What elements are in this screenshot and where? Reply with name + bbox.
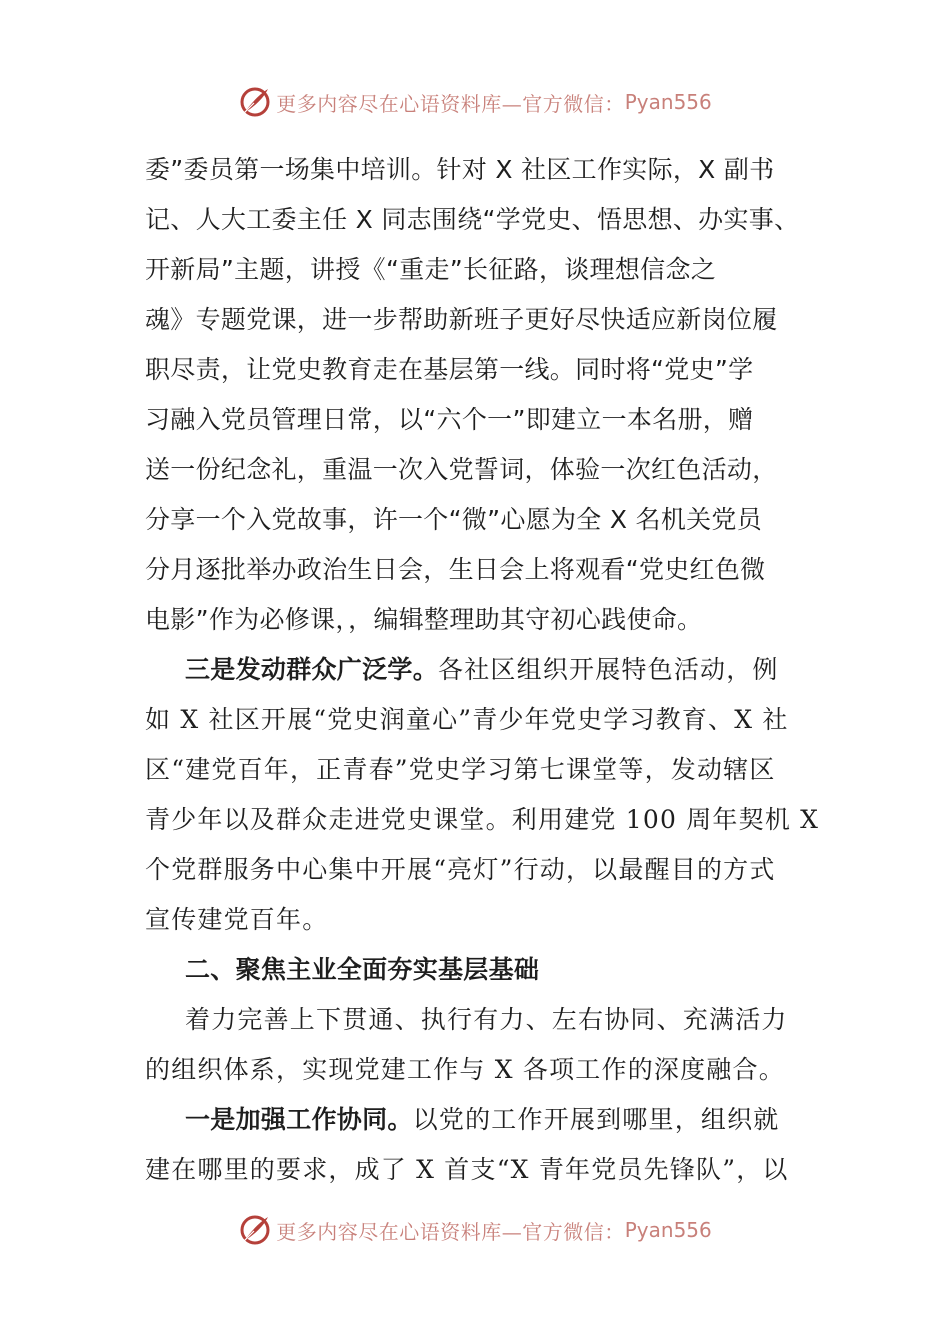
- paragraph-lead-bold: 一是加强工作协同。: [185, 1105, 413, 1134]
- paragraph-lead-line: [185, 655, 779, 685]
- watermark-brand-text: 更多内容尽在心语资料库—官方微信：: [276, 91, 625, 116]
- section-heading: 二、聚焦主业全面夯实基层基础: [185, 955, 540, 984]
- text-line: 的组织体系，实现党建工作与 X 各项工作的深度融合。: [145, 1055, 785, 1084]
- text-line: 魂》专题党课，进一步帮助新班子更好尽快适应新岗位履: [145, 305, 778, 334]
- quill-seal-icon: [238, 1213, 272, 1247]
- text-line: 青少年以及群众走进党史课堂。利用建党 100 周年契机 X: [145, 805, 820, 834]
- text-line: 个党群服务中心集中开展“亮灯”行动，以最醒目的方式: [145, 855, 776, 884]
- text-line: 着力完善上下贯通、执行有力、左右协同、充满活力: [185, 1005, 788, 1034]
- watermark-brand-text: 更多内容尽在心语资料库—官方微信：: [276, 1219, 625, 1244]
- text-line: 宣传建党百年。: [145, 905, 329, 934]
- paragraph-lead-rest: 各社区组织开展特色活动，例: [438, 655, 779, 684]
- paragraph-lead-bold: 三是发动群众广泛学。: [185, 655, 439, 684]
- text-line: 分享一个入党故事，许一个“微”心愿为全 X 名机关党员: [145, 505, 763, 534]
- paragraph-lead-rest: 以党的工作开展到哪里，组织就: [412, 1105, 780, 1134]
- text-line: 记、人大工委主任 X 同志围绕“学党史、悟思想、办实事、: [145, 205, 800, 234]
- text-line: 送一份纪念礼，重温一次入党誓词，体验一次红色活动，: [145, 455, 778, 484]
- text-line: 电影”作为必修课，，编辑整理助其守初心践使命。: [145, 605, 703, 634]
- text-line: 习融入党员管理日常，以“六个一”即建立一本名册，赠: [145, 405, 754, 434]
- watermark-wechat-id: Pyan556: [624, 90, 712, 114]
- watermark-banner-bottom: [0, 1210, 950, 1250]
- watermark-wechat-id: Pyan556: [624, 1218, 712, 1242]
- text-line: 区“建党百年，正青春”党史学习第七课堂等，发动辖区: [145, 755, 776, 784]
- text-line: 分月逐批举办政治生日会，生日会上将观看“党史红色微: [145, 555, 766, 584]
- text-line: 如 X 社区开展“党史润童心”青少年党史学习教育、X 社: [145, 705, 789, 734]
- text-line: 委”委员第一场集中培训。针对 X 社区工作实际，X 副书: [145, 155, 775, 184]
- text-line: 建在哪里的要求，成了 X 首支“X 青年党员先锋队”，以: [145, 1155, 789, 1184]
- text-line: 职尽责，让党史教育走在基层第一线。同时将“党史”学: [145, 355, 754, 384]
- text-line: 开新局”主题，讲授《“重走”长征路，谈理想信念之: [145, 255, 717, 284]
- paragraph-lead-line: [185, 1105, 780, 1135]
